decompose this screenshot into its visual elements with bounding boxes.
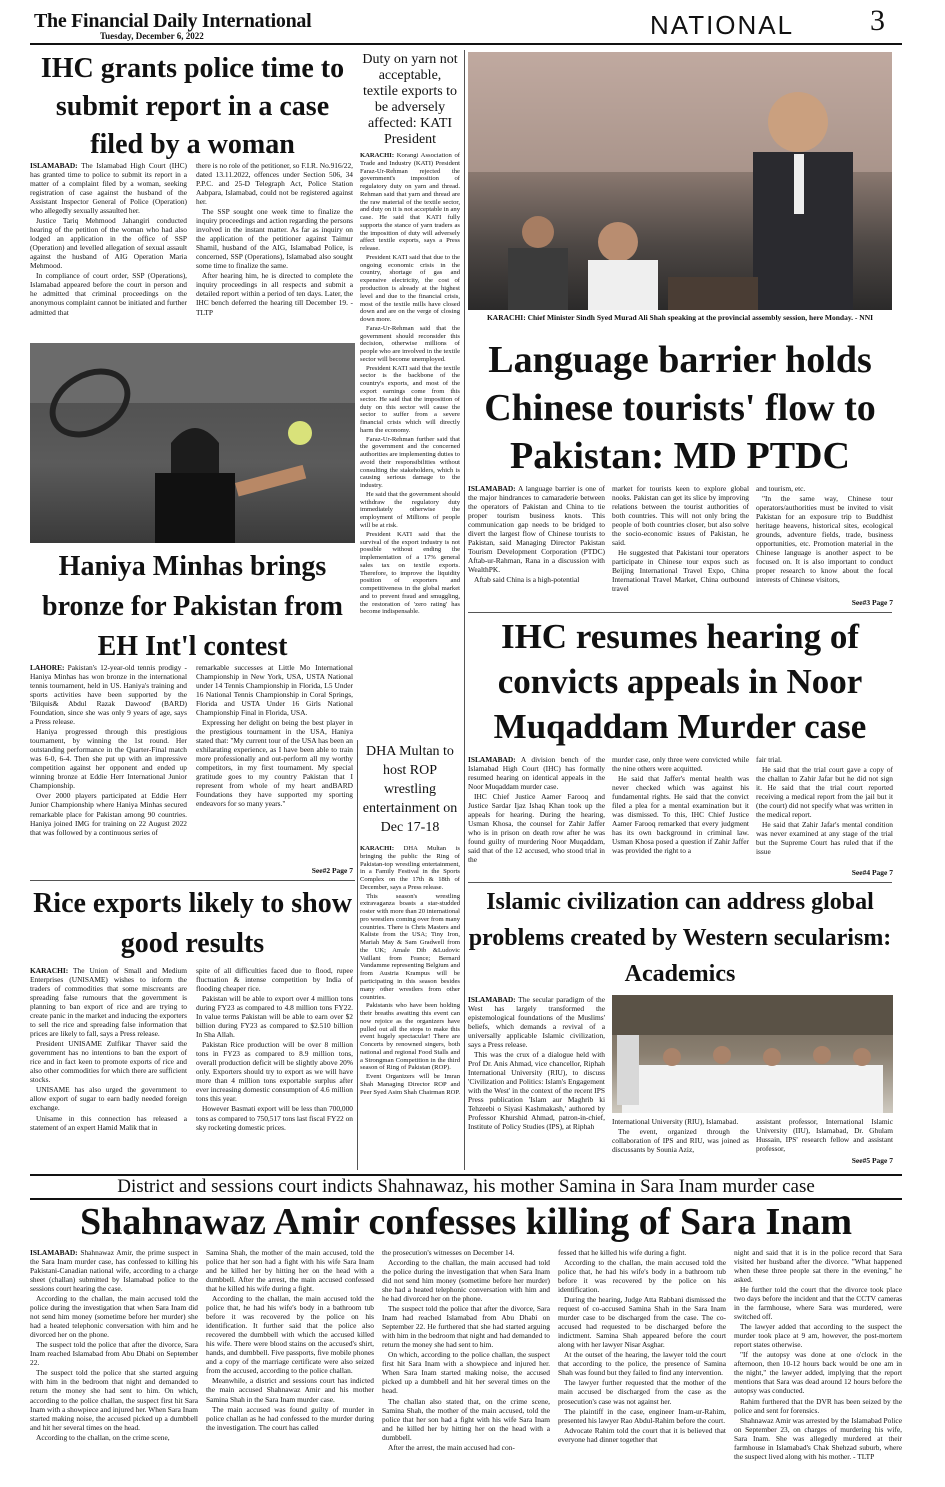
sara-column-2 — [206, 1248, 374, 1478]
rice-column-1 — [30, 966, 187, 1170]
paragraph: The SSP sought one week time to finalize the inquiry proceedings and action regarding the persons involved in the instant matter. As far as inquiry on the application of the petitioner against Taimur Shamil, husband of the AIG, Islamabad Police, is concerned, SSP (Operations), Islamabad also sought some time to finalize the same. — [196, 207, 353, 271]
sara-headline: Shahnawaz Amir confesses killing of Sara Inam — [79, 1201, 853, 1243]
sara-column-3 — [382, 1248, 550, 1478]
paragraph: However Basmati export will be less than 700,000 tons as compared to 750,517 tons last fiscal FY22 on sky rocketing domestic prices. — [196, 1104, 353, 1132]
paragraph: Faraz-Ur-Rehman further said that the government and the concerned authorities are implementing duties to avoid their responsibilities without consulting the stakeholders, which is causing serious damage to the industry. — [360, 435, 460, 490]
section-divider — [30, 880, 355, 881]
paragraph: "In the same way, Chinese tour operators/authorities must be invited to visit Pakistan for an exposure trip to Buddhist heritage heavens, historical sites, ecological grounds, adventure fields, trade, business opportunities, etc. Promotion material in the Chinese language is another aspect to be focused on. It is also important to conduct proper research to know about the focal interests of Chinese visitors, — [756, 494, 893, 585]
paragraph: Unisame in this connection has released a statement of an expert Hamid Malik that in — [30, 1113, 187, 1132]
noor-column-3 — [756, 755, 893, 867]
paragraph: KARACHI: The Union of Small and Medium Enterprises (UNISAME) wishes to inform the traders of commodities that some miscreants are spreading false rumours that the government is planning to ban export of rice and are trying to create panic in the market and inducing the exporters to sell the rice and spreading false information that prices are likely to fall, says a Press release. — [30, 966, 187, 1039]
paragraph: The challan also stated that, on the crime scene, Samina Shah, the mother of the main accused, told the police that her son had a fight with his wife Sara Inam and he killed her by hitting her on the head with a dumbbell. — [382, 1396, 550, 1442]
paragraph: The suspect told the police that after the divorce, Sara Inam reached Islamabad from Abu Dhabi on September 22. — [30, 1340, 198, 1368]
paragraph: Advocate Rahim told the court that it is believed that everyone had dinner together that — [558, 1425, 726, 1444]
paragraph: Justice Tariq Mehmood Jahangiri conducted hearing of the petition of the woman who had also lodged an application in the office of SSP (Operation) and levelled allegation of sexual assault against the husband of AIG Operation Maria Mehmood. — [30, 216, 187, 271]
haniya-minhas-photo — [30, 343, 355, 543]
seminar-photo-illustration — [612, 995, 893, 1113]
ptdc-column-2 — [612, 484, 749, 610]
paragraph: Faraz-Ur-Rehman said that the government should reconsider this decision, otherwise millions of people who are involved in the textile sector will become unemployed. — [360, 324, 460, 363]
paragraph: International University (RIU), Islamabad. — [612, 1117, 739, 1126]
paragraph: This season's wrestling extravaganza boasts a star-studded roster with more than 20 international pro wrestlers coming over from many countries. There is Chris Masters and Kaliste from the USA; Tiny Iron, Mariah May & Sam Gradwell from the UK; Amale Dib &Ludovic Vaillant from France; Bernard Vandamme representing Belgium and from Austria Krampus will be participating in this season besides many other wrestlers from other countries. — [360, 892, 460, 1001]
paragraph: After the arrest, the main accused had con- — [388, 1442, 515, 1452]
sara-kicker: District and sessions court indicts Shahnawaz, his mother Samina in Sara Inam murder case — [30, 1174, 902, 1200]
paragraph: President KATI said that the textile sector is the backbone of the country's exports, and most of the export earnings come from this sector. He said that the imposition of duty on this sector will cause the sector to suffer from a severe financial crisis which will directly harm the economy. — [360, 364, 460, 434]
paragraph: Over 2000 players participated at Eddie Herr Junior Championship where Haniya Minhas secured remarkable place for Pakistan among 90 countries. Haniya joined IMG for training on 22 August 2022 that was followed by a continuous series of — [30, 791, 187, 837]
ihc-police-column-2 — [196, 161, 353, 331]
paragraph: the prosecution's witnesses on December 14. — [382, 1248, 515, 1257]
dha-headline: DHA Multan to host ROP wrestling entertainment on Dec 17-18 — [362, 744, 458, 835]
paragraph: KARACHI: DHA Multan is bringing the public the Ring of Pakistan-top wrestling entertainment, in a Family Festival in the Sports Complex on the 17th & 18th of December, says a Press release. — [360, 845, 460, 891]
paragraph: He suggested that Pakistani tour operators participate in Chinese tour expos such as Beijing International Travel Expo, China International Travel Market, China outbound travel — [612, 548, 749, 594]
cm-photo-caption: KARACHI: Chief Minister Sindh Syed Murad Ali Shah speaking at the provincial assembly session, here Monday. - NNI — [486, 313, 874, 322]
kati-headline: Duty on yarn not acceptable, textile exports to be adversely affected: KATI President — [362, 52, 458, 147]
paragraph: Meanwhile, a district and sessions court has indicted the main accused Shahnawaz Amir and his mother Samina Shah in the Sara Inam murder case. — [206, 1376, 374, 1404]
haniya-photo-illustration — [30, 343, 355, 543]
islamic-column-1 — [468, 995, 605, 1170]
paragraph: The suspect told the police that she started arguing with him in the bedroom that night and demanded to return the money she had sent to him. On which, according to the police challan, the suspect first hit Sara Inam with a showpiece and injured her. When Sara Inam started making noise, the accused picked up a dumbbell and hit her several times on the head. — [30, 1368, 198, 1432]
noor-headline: IHC resumes hearing of convicts appeals in Noor Muqaddam Murder case — [493, 617, 867, 746]
issue-date: Tuesday, December 6, 2022 — [100, 31, 204, 41]
paragraph: market for tourists keen to explore global nooks. Pakistan can get its slice by improving relations between the tourist authorities of both countries. This will not only bring the people of both countries closer, but also solve the socio-economic issues of Pakistan, he said. — [612, 484, 749, 548]
paragraph: At the outset of the hearing, the lawyer told the court that according to the police, the presence of Samina Shah was found but they failed to find any intervention. — [558, 1350, 726, 1378]
ihc-police-column-1 — [30, 161, 187, 331]
section-name: NATIONAL — [650, 10, 795, 40]
ptdc-continued: See#3 Page 7 — [851, 598, 893, 607]
column-divider — [357, 740, 358, 1170]
paragraph: IHC Chief Justice Aamer Farooq and Justice Sardar Ijaz Ishaq Khan took up the appeals for hearing. During the hearing, Usman Khosa, the counsel for Zahir Jaffer who is in prison on death row after he was found guilty of murdering Noor Muqaddam, said that of the 12 accused, who stood trial in the — [468, 792, 605, 865]
masthead-rule — [30, 43, 902, 45]
paragraph: He said that Jaffer's mental health was never checked which was against his fundamental rights. He said that the convict filed a plea for a mental examination but it was dismissed. To this, IHC Chief Justice Aamer Farooq remarked that every judgment has its own background in criminal law. Usman Khosa posed a question if Zahir Jaffer was provided the right to a — [612, 774, 749, 856]
paragraph: LAHORE: Pakistan's 12-year-old tennis prodigy - Haniya Minhas has won bronze in the international tennis tournament, held in US. Haniya's training and sports activities have been supported by the 'Bilquis& Abdul Razak Dawood' (BARD) Foundation, since she was only 9 years of age, says a Press release. — [30, 663, 187, 727]
paragraph: According to the challan, the main accused had told the police during the investigation that when Sara Inam did not send him money (sometime before her murder) she had a heated telephonic conversation with him and he had divorced her on the phone. — [382, 1258, 550, 1304]
paragraph: President KATI said that due to the ongoing economic crisis in the country, shortage of gas and expensive electricity, the cost of production is already at the highest level and due to the financial crisis, most of the textile mills have closed down and are on the verge of closing down more. — [360, 253, 460, 324]
paragraph: ISLAMABAD: A language barrier is one of the major hindrances to camaraderie between the operators of Pakistan and China to tie proper tourism business knots. This communication gap needs to be bridged to divert the largest flow of Chinese tourists to Pakistan, said Managing Director Pakistan Tourism Development Corporation (PTDC) Aftab-ur-Rahman, Rana in a discussion with WealthPK. — [468, 484, 605, 575]
newspaper-name: The Financial Daily International — [34, 10, 312, 32]
noor-column-2 — [612, 755, 749, 883]
ptdc-column-1 — [468, 484, 605, 610]
sara-column-1 — [30, 1248, 198, 1478]
paragraph: fair trial. — [756, 755, 782, 764]
paragraph: assistant professor, International Islamic University (IIU), Islamabad, Dr. Ghulam Hussain, IPS' research fellow and assistant professor, — [756, 1117, 893, 1154]
paragraph: ISLAMABAD: A division bench of the Islamabad High Court (IHC) has formally resumed hearing on identical appeals in the Noor Muqaddam murder case. — [468, 755, 605, 792]
paragraph: Event Organizers will be Imran Shah Managing Director ROP and Peer Syed Asim Shah Chairman ROP. — [360, 1073, 460, 1096]
paragraph: Shahnawaz Amir was arrested by the Islamabad Police on September 23, on charges of murdering his wife, Sara Inam. She was allegedly murdered at their farmhouse in Islamabad's Chak Shehzad suburb, where the suspect lived along with his mother. - TLTP — [734, 1415, 902, 1461]
paragraph: spite of all difficulties faced due to flood, rupee fluctuation & intense competition by India of flooding cheaper rice. — [196, 966, 353, 994]
haniya-continued: See#2 Page 7 — [311, 866, 353, 875]
paragraph: President UNISAME Zulfikar Thaver said the government has no intentions to ban the export of rice and in fact keen to promote exports of rice and also other commodities for which there are sufficient stocks. — [30, 1039, 187, 1085]
paragraph: In compliance of court order, SSP (Operations), Islamabad appeared before the court in person and he admitted that criminal proceedings on the anonymous complaint cannot be initiated and further admitted that — [30, 271, 187, 317]
ptdc-column-3 — [756, 484, 893, 596]
paragraph: The lawyer added that according to the suspect the murder took place at 9 am, however, the post-mortem report states otherwise. — [734, 1322, 902, 1350]
noor-column-1 — [468, 755, 605, 883]
paragraph: On which, according to the police challan, the suspect first hit Sara Inam with a showpiece and injured her. When Sara Inam started making noise, the accused picked up a dumbbell and hit her several times on the head. — [382, 1350, 550, 1396]
paragraph: This was the crux of a dialogue held with Prof Dr. Anis Ahmad, vice chancellor, Riphah International University (RIU), to discuss 'Civilization and Politics: Islam's Engagement with the West' in the context of the recent IPS Press publication 'Islam aur Maghrib ki Tehzeebi o Siyasi Kashmakash,' authored by Professor Khurshid Ahmad, patron-in-chief, Institute of Policy Studies (IPS), at Riphah — [468, 1050, 605, 1132]
paragraph: The event, organized through the collaboration of IPS and RIU, was joined as discussants by Sounia Aziz, — [612, 1127, 749, 1155]
islamic-column-3 — [756, 1117, 893, 1155]
paragraph: there is no role of the petitioner, so F.I.R. No.916/22, dated 13.11.2022, offences under Section 506, 34 P.P.C. and 25-D Telegraph Act, Police Station Aabpara, Islamabad, could not be registered against her. — [196, 161, 353, 207]
paragraph: fessed that he killed his wife during a fight. — [558, 1248, 687, 1257]
paragraph: KARACHI: Korangi Association of Trade and Industry (KATI) President Faraz-Ur-Rehman rejected the government's imposition of regulatory duty on yarn and thread. Rehman said that yarn and thread are the raw material of the textile sector, and duty on it is not acceptable in any case. He said that KATI fully supports the stance of yarn traders as the imposition of duty will adversely affect textile exports, says a Press release. — [360, 152, 460, 253]
islamic-headline: Islamic civilization can address global problems created by Western secularism: Academics — [468, 889, 892, 987]
kati-column — [360, 152, 460, 734]
paragraph: The plaintiff in the case, engineer Inam-ur-Rahim, presented his lawyer Rao Abdul-Rahim before the court. — [558, 1406, 726, 1425]
paragraph: and tourism, etc. — [756, 484, 806, 493]
rice-headline: Rice exports likely to show good results — [33, 888, 352, 959]
paragraph: Pakistan Rice production will be over 8 million tons in FY23 as compared to 8.9 million tons, overall production deficit will be slightly above 20% only. Exporters should try to export as we will have more than 4 million tons exportable surplus after ever increasing domestic consumption of 4.6 million tons this year. — [196, 1040, 353, 1104]
section-divider — [468, 612, 892, 613]
rice-column-2 — [196, 966, 353, 1170]
ihc-police-headline: IHC grants police time to submit report in a case filed by a woman — [40, 53, 345, 160]
paragraph: Rahim furthered that the DVR has been seized by the police and sent for forensics. — [734, 1396, 902, 1415]
paragraph: ISLAMABAD: Shahnawaz Amir, the prime suspect in the Sara Inam murder case, has confessed to killing his Pakistani-Canadian national wife, according to a charge sheet (challan) submitted by Islamabad police to the sessions court hearing the case. — [30, 1248, 198, 1294]
section-divider — [468, 882, 892, 883]
paragraph: After hearing him, he is directed to complete the inquiry proceedings in all respects and submit a detailed report within a period of ten days. Later, the IHC bench deferred the hearing till December 19. - TLTP — [196, 271, 353, 317]
paragraph: According to the challan, the main accused told the police during the investigation that when Sara Inam did not send him money (sometime before her murder) she had a heated telephonic conversation with him and he divorced her on the phone. — [30, 1294, 198, 1340]
paragraph: During the hearing, Judge Atta Rabbani dismissed the request of co-accused Samina Shah in the Sara Inam murder case to be discharged from the case. The co-accused had requested to be discharged before the indictment. Samina Shah appeared before the court along with her lawyer Nisar Asghar. — [558, 1295, 726, 1350]
cm-sindh-photo — [468, 52, 892, 310]
dha-column — [360, 845, 460, 1170]
paragraph: Pakistanis who have been holding their breaths awaiting this event can now rejoice as the organizers have pulled out all the stops to make this event hugely spectacular! There are Concerts by renowned singers, both national and regional Food Stalls and a Strongman Competition in the third season of Ring of Pakistan (ROP). — [360, 1002, 460, 1072]
paragraph: According to the challan, the main accused told the police that, he had his wife's body in a bathroom tub before it was recovered by the police on his identification. — [558, 1258, 726, 1295]
ptdc-headline: Language barrier holds Chinese tourists' flow to Pakistan: MD PTDC — [484, 339, 876, 477]
column-divider — [464, 740, 465, 1170]
islamic-column-2 — [612, 1117, 749, 1169]
paragraph: He said that Zahir Jafar's mental condition was never examined at any stage of the trial but the Supreme Court has ruled that if the issue — [756, 820, 893, 857]
column-divider — [464, 50, 465, 740]
paragraph: ISLAMABAD: The secular paradigm of the West has largely transformed the epistemological foundations of the Muslims' beliefs, which demands a revival of a universally applicable Islamic civilization, says a Press release. — [468, 995, 605, 1050]
paragraph: Samina Shah, the mother of the main accused, told the police that her son had a fight with his wife Sara Inam and he killed her by hitting her on the head with a dumbbell. After the arrest, the main accused confessed that he killed his wife during a fight. — [206, 1248, 374, 1294]
paragraph: He said that the trial court gave a copy of the challan to Zahir Jafar but he did not sign it. He said that the trial court reported receiving a medical report from the jail but it (the court) did not specify what was written in the medical report. — [756, 765, 893, 820]
paragraph: He said that the government should withdraw the regulatory duty immediately otherwise the employment of Millions of people will be at risk. — [360, 490, 460, 529]
noor-continued: See#4 Page 7 — [851, 868, 893, 877]
haniya-headline: Haniya Minhas brings bronze for Pakistan from EH Int'l contest — [42, 551, 343, 662]
paragraph: ISLAMABAD: The Islamabad High Court (IHC) has granted time to police to submit its report in a matter of a complaint filed by a woman, seeking registration of case against the husband of the Assistant Inspector General of Police (Operation) who allegedly sexually assaulted her. — [30, 161, 187, 216]
paragraph: Expressing her delight on being the best player in the prestigious tournament in the USA, Haniya stated that: "My current tour of the USA has been an exhilarating experience, as I have been able to train more professionally and out-perform all my worthy competitors, in my first tournament. My special gratitude goes to my country Pakistan that I represent from whole of my heart andBARD Foundations they have supported my sporting endeavors for so many years." — [196, 718, 353, 809]
paragraph: According to the challan, on the crime scene, — [36, 1432, 170, 1442]
paragraph: The main accused was found guilty of murder in police challan as he had confessed to the murder during the investigation. The court has called — [206, 1404, 374, 1432]
paragraph: "If the autopsy was done at one o'clock in the afternoon, then 10-12 hours back would be one am in the night," the lawyer added, implying that the report mentions that Sara was dead around 12 hours before the autopsy was conducted. — [734, 1350, 902, 1396]
paragraph: President KATI said that the survival of the export industry is not possible without ending the implementation of a 17% general sales tax on textile exports. Therefore, to improve the liquidity position of exporters and competitiveness in the global market and to prevent fraud and smuggling, the restoration of 'zero rating' has become indispensable. — [360, 530, 460, 616]
haniya-column-1 — [30, 663, 187, 883]
paragraph: Haniya progressed through this prestigious tournament, by winning the 1st round. Her outstanding performance in the Quarter-Final match was 6-0, 6-4. Then she put up with an impressive competition against her opponent and ended up winning bronze at Eddie Herr International Junior Championship. — [30, 727, 187, 791]
paragraph: UNISAME has also urged the government to allow export of sugar to earn badly needed foreign exchange. — [30, 1085, 187, 1113]
page-number: 3 — [870, 4, 885, 37]
sara-column-4 — [558, 1248, 726, 1478]
paragraph: murder case, only three were convicted while the nine others were acquitted. — [612, 755, 749, 774]
seminar-photo — [612, 995, 893, 1113]
paragraph: He further told the court that the divorce took place two days before the incident and that the CCTV cameras in the farmhouse, where Sara was murdered, were switched off. — [734, 1285, 902, 1322]
paragraph: remarkable successes at Little Mo International Championship in New York, USA, USTA National under 14 Tennis Championship in Florida, L5 Under 16 National Tennis Championship in Coral Springs, Florida and USTA Under 16 Girls National Championship Final in Florida, USA. — [196, 663, 353, 718]
paragraph: The lawyer further requested that the mother of the main accused be discharged from the case as the prosecution's case was not against her. — [558, 1378, 726, 1406]
paragraph: According to the challan, the main accused told the police that, he had his wife's body in a bathroom tub before it was recovered by the police on his identification. It further said that the police also recovered the dumbbell with which the accused killed his wife. There were blood stains on the accused's shirt, hands, and dumbbell. Five passports, five mobile phones and a copy of the marriage certificate were also seized from the accused, according to the police challan. — [206, 1294, 374, 1376]
paragraph: Pakistan will be able to export over 4 million tons during FY23 as compared to 4.8 million tons FY22. In value terms Pakistan will be able to earn over $2 billion during FY23 as compared to $2.510 billion In Sha Allah. — [196, 994, 353, 1040]
paragraph: night and said that it is in the police record that Sara visited her husband after the divorce. "What happened when these three people sat there in the evening," he asked. — [734, 1248, 902, 1285]
haniya-column-2 — [196, 663, 353, 863]
paragraph: Aftab said China is a high-potential — [474, 575, 580, 585]
paragraph: The suspect told the police that after the divorce, Sara Inam had reached Islamabad from Abu Dhabi on September 22. He furthered that she had started arguing with him in the bedroom that night and had demanded to return the money she had sent to him. — [382, 1304, 550, 1350]
islamic-continued: See#5 Page 7 — [851, 1156, 893, 1165]
cm-sindh-photo-illustration — [468, 52, 892, 310]
sara-column-5 — [734, 1248, 902, 1478]
